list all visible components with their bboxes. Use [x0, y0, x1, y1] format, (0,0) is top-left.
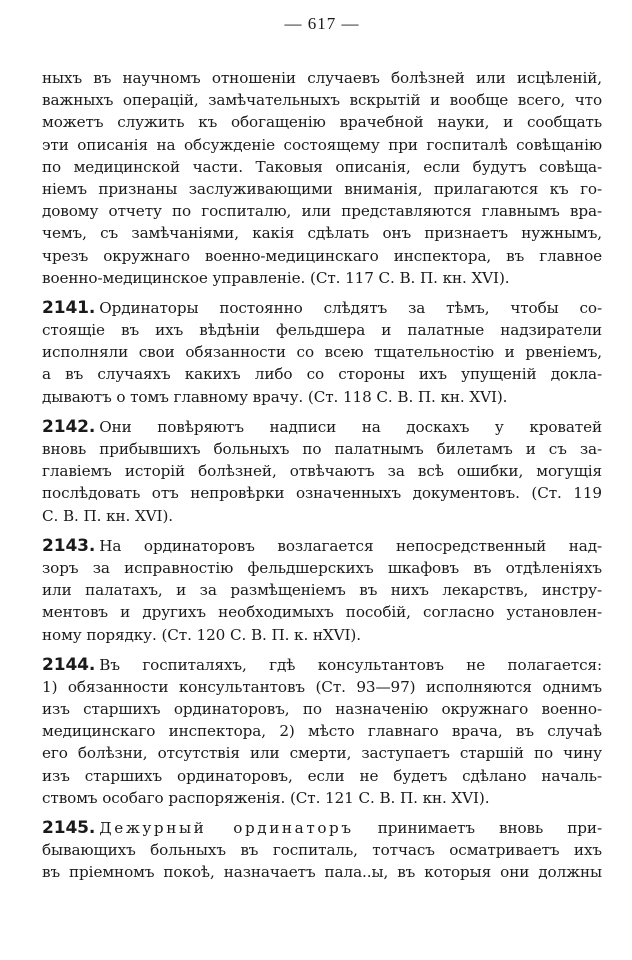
text-line: важныхъ операцій, замѣчательныхъ вскрытій и вообще всего, что — [42, 91, 602, 110]
spaced-term: Дежурный ординаторъ — [99, 819, 354, 837]
text-line: главіемъ исторій болѣзней, отвѣчаютъ за всѣ ошибки, могущія — [42, 462, 602, 481]
text-line: чрезъ окружнаго военно-медицинскаго инспектора, въ главное — [42, 246, 602, 265]
text-line: изъ старшихъ ординаторовъ, если не будетъ сдѣлано началь- — [42, 766, 602, 785]
text-line: ментовъ и другихъ необходимыхъ пособій, согласно установлен- — [42, 603, 602, 622]
text-line: стоящіе въ ихъ вѣдѣніи фельдшера и палатные надзиратели — [42, 321, 602, 340]
text-line: Они повѣряютъ надписи на доскахъ у кроватей — [99, 417, 602, 436]
paragraph-intro-continuation — [42, 67, 602, 289]
text-line: Ординаторы постоянно слѣдятъ за тѣмъ, чтобы со- — [99, 298, 602, 317]
article-number: 2143. — [42, 535, 96, 556]
text-line: 1) обязанности консультантовъ (Ст. 93—97) исполняются однимъ — [42, 677, 602, 696]
text-line: довому отчету по госпиталю, или представляются главнымъ вра- — [42, 202, 602, 221]
text-line: Въ госпиталяхъ, гдѣ консультантовъ не полагается: — [99, 655, 602, 674]
text-line: чемъ, съ замѣчаніями, какія сдѣлать онъ признаетъ нужнымъ, — [42, 224, 602, 243]
article-2145 — [42, 817, 602, 884]
text-line: зоръ за исправностію фельдшерскихъ шкафовъ въ отдѣленіяхъ — [42, 558, 602, 577]
text-line: бывающихъ больныхъ въ госпиталь, тотчасъ осматриваетъ ихъ — [42, 841, 602, 860]
article-number: 2141. — [42, 297, 96, 318]
text-line: а въ случаяхъ какихъ либо со стороны ихъ упущеній доклa- — [42, 365, 602, 384]
text-line: военно-медицинское управленіе. (Ст. 117 С. В. П. кн. XVI). — [42, 268, 510, 287]
text-line: ныхъ въ научномъ отношеніи случаевъ болѣзней или исцѣленій, — [42, 69, 602, 87]
text-line: ствомъ особаго распоряженія. (Ст. 121 С. В. П. кн. XVI). — [42, 788, 490, 807]
page-number: — 617 — — [284, 14, 360, 33]
article-number: 2145. — [42, 818, 96, 838]
article-2141 — [42, 297, 602, 408]
article-2142 — [42, 416, 602, 527]
text-line: На ординаторовъ возлагается непосредственный над- — [99, 536, 602, 555]
text-line: эти описанія на обсужденіе состоящему при госпиталѣ совѣщанію — [42, 135, 602, 154]
text-line: вновь прибывшихъ больныхъ по палатнымъ билетамъ и съ за- — [42, 440, 602, 458]
text-line: можетъ служить къ обогащенію врачебной науки, и сообщать — [42, 113, 602, 132]
text-line: ніемъ признаны заслуживающими вниманія, прилагаются къ го- — [42, 179, 602, 198]
text-line: изъ старшихъ ординаторовъ, по назначенію окружнаго военно- — [42, 700, 602, 719]
text-line: ному порядку. (Ст. 120 С. В. П. к. нXVI). — [42, 625, 361, 644]
article-number: 2142. — [42, 416, 96, 437]
article-2143 — [42, 535, 602, 646]
text-line: въ пріемномъ покоѣ, назначаетъ пала..ы, въ которыя они должны — [42, 863, 602, 882]
text-line: медицинскаго инспектора, 2) мѣсто главнаго врача, въ случаѣ — [42, 722, 602, 741]
text-line: принимаетъ вновь при- — [377, 819, 602, 837]
article-number: 2144. — [42, 654, 96, 675]
article-2144 — [42, 654, 602, 809]
text-line: по медицинской части. Таковыя описанія, если будутъ совѣща- — [42, 157, 602, 176]
text-line: послѣдовать отъ непровѣрки означенныхъ документовъ. (Ст. 119 — [42, 484, 602, 503]
text-line: дываютъ о томъ главному врачу. (Ст. 118 С. В. П. кн. XVI). — [42, 387, 508, 406]
text-line: его болѣзни, отсутствія или смерти, заступаетъ старшій по чину — [42, 744, 602, 763]
text-line: С. В. П. кн. XVI). — [42, 506, 173, 525]
text-line: исполняли свои обязанности со всею тщательностію и рвеніемъ, — [42, 343, 602, 362]
text-line: или палатахъ, и за размѣщеніемъ въ нихъ лекарствъ, инстру- — [42, 581, 602, 600]
